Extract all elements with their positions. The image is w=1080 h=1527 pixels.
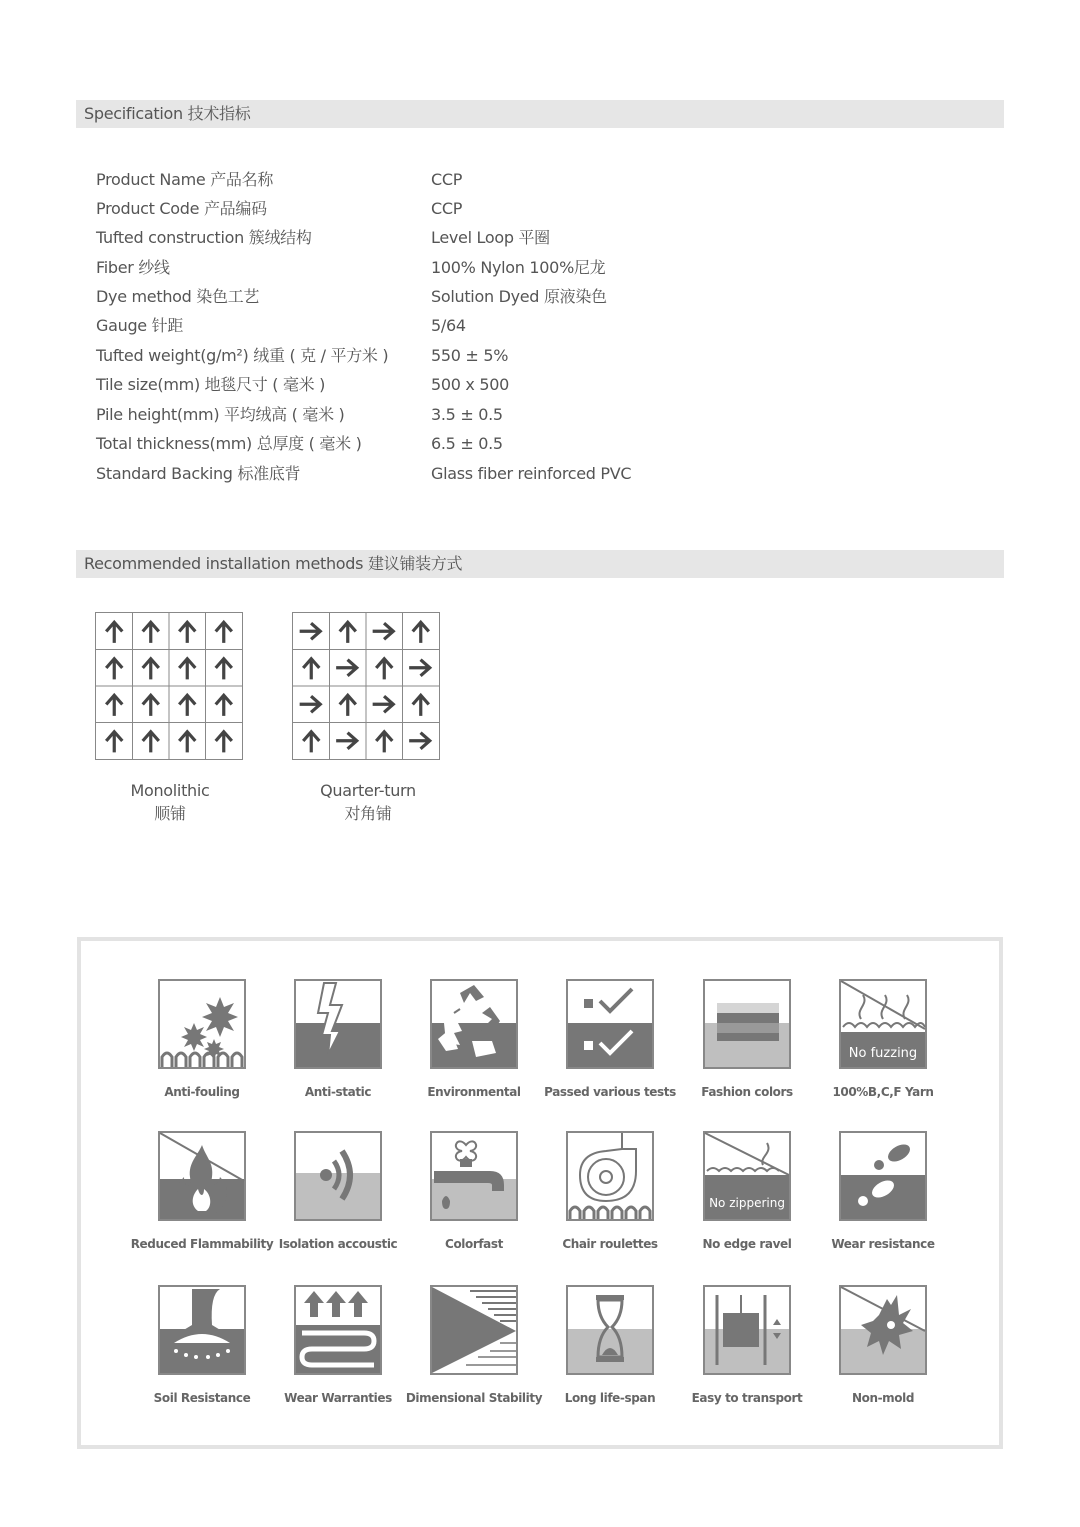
feature-item (399, 1285, 549, 1405)
feature-label: Long life-span (564, 1391, 656, 1405)
feature-label: Wear Warranties (284, 1391, 392, 1405)
arrow-up-icon (180, 732, 194, 751)
arrow-up-icon (414, 695, 428, 714)
feature-label: Soil Resistance (153, 1391, 251, 1405)
recycle-icon (430, 979, 518, 1069)
arrow-up-icon (144, 695, 158, 714)
feature-item (672, 1131, 822, 1251)
spec-value: Glass fiber reinforced PVC (431, 464, 632, 483)
up-arrows-icon (294, 1285, 382, 1375)
spec-row (96, 197, 796, 221)
color-stripes-icon (703, 979, 791, 1069)
spec-row (96, 226, 796, 250)
spec-row (96, 462, 796, 486)
soil-drop-icon (158, 1285, 246, 1375)
feature-label: Anti-static (304, 1085, 372, 1099)
arrow-up-icon (217, 659, 231, 678)
feature-item (535, 979, 685, 1099)
feature-label: Chair roulettes (562, 1237, 658, 1251)
spec-row (96, 314, 796, 338)
spec-value: 100% Nylon 100%尼龙 (431, 258, 606, 277)
feature-label: 100%B,C,F Yarn (832, 1085, 934, 1099)
arrow-up-icon (377, 732, 391, 751)
feature-label: Colorfast (445, 1237, 503, 1251)
install-pattern-grid (95, 612, 243, 760)
arrow-right-icon (338, 734, 357, 748)
install-pattern-grid (292, 612, 440, 760)
spec-label: Tufted weight(g/m²) 绒重 ( 克 / 平方米 ) (96, 346, 389, 365)
hourglass-icon (566, 1285, 654, 1375)
spec-row (96, 256, 796, 280)
arrow-up-icon (180, 659, 194, 678)
install-method-caption (80, 779, 260, 825)
arrow-up-icon (341, 695, 355, 714)
arrow-right-icon (411, 734, 430, 748)
method-name-en: Monolithic (130, 781, 210, 800)
arrow-up-icon (180, 695, 194, 714)
method-name-en: Quarter-turn (320, 781, 416, 800)
spec-row (96, 403, 796, 427)
spec-row (96, 285, 796, 309)
feature-label: Easy to transport (691, 1391, 803, 1405)
feature-item (127, 979, 277, 1099)
footprints-icon (839, 1131, 927, 1221)
feature-item (808, 1131, 958, 1251)
transport-icon (703, 1285, 791, 1375)
feature-label: Environmental (427, 1085, 521, 1099)
arrow-up-icon (304, 732, 318, 751)
feature-item (127, 1131, 277, 1251)
feature-item (263, 1285, 413, 1405)
arrow-right-icon (338, 661, 357, 675)
arrow-up-icon (377, 659, 391, 678)
arrow-up-icon (217, 622, 231, 641)
spec-value: Level Loop 平圈 (431, 228, 550, 247)
spec-label: Gauge 针距 (96, 316, 184, 335)
arrow-up-icon (107, 622, 121, 641)
arrow-right-icon (411, 661, 430, 675)
feature-label: Isolation accoustic (278, 1237, 398, 1251)
spec-row (96, 344, 796, 368)
feature-item (535, 1285, 685, 1405)
spec-label: Pile height(mm) 平均绒高 ( 毫米 ) (96, 405, 345, 424)
arrow-up-icon (217, 732, 231, 751)
spec-label: Total thickness(mm) 总厚度 ( 毫米 ) (96, 434, 362, 453)
specification-heading: Specification 技术指标 (76, 100, 1004, 128)
spec-value: CCP (431, 170, 463, 189)
features-panel (77, 937, 1003, 1449)
method-name-cn: 顺铺 (154, 804, 186, 823)
feature-item (127, 1285, 277, 1405)
lightning-icon (294, 979, 382, 1069)
spec-label: Dye method 染色工艺 (96, 287, 260, 306)
faucet-icon (430, 1131, 518, 1221)
checkmark-icon (566, 979, 654, 1069)
no-zippering-icon (703, 1131, 791, 1221)
spec-row (96, 432, 796, 456)
arrow-right-icon (301, 624, 320, 638)
sun-stars-icon (158, 979, 246, 1069)
spec-value: 5/64 (431, 316, 466, 335)
flame-icon (158, 1131, 246, 1221)
feature-item (808, 979, 958, 1099)
arrow-up-icon (107, 659, 121, 678)
spec-label: Product Code 产品编码 (96, 199, 267, 218)
feature-item (808, 1285, 958, 1405)
svg-text:No fuzzing: No fuzzing (848, 1046, 918, 1061)
feature-label: Fashion colors (701, 1085, 793, 1099)
spec-label: Tile size(mm) 地毯尺寸 ( 毫米 ) (96, 375, 326, 394)
feature-item (399, 979, 549, 1099)
spec-label: Standard Backing 标准底背 (96, 464, 301, 483)
feature-label: Dimensional Stability (405, 1391, 543, 1405)
feature-item (672, 1285, 822, 1405)
spec-label: Product Name 产品名称 (96, 170, 274, 189)
arrow-up-icon (180, 622, 194, 641)
feature-label: Passed various tests (544, 1085, 676, 1099)
arrow-up-icon (341, 622, 355, 641)
method-name-cn: 对角铺 (344, 804, 392, 823)
spec-row (96, 168, 796, 192)
feature-label: Wear resistance (831, 1237, 935, 1251)
arrow-up-icon (107, 732, 121, 751)
feature-label: No edge ravel (702, 1237, 792, 1251)
spec-label: Fiber 纱线 (96, 258, 170, 277)
no-mold-icon (839, 1285, 927, 1375)
arrow-up-icon (144, 732, 158, 751)
spec-value: 3.5 ± 0.5 (431, 405, 503, 424)
chair-wheel-icon (566, 1131, 654, 1221)
arrow-up-icon (107, 695, 121, 714)
no-fuzzing-icon (839, 979, 927, 1069)
spec-value: CCP (431, 199, 463, 218)
feature-item (263, 1131, 413, 1251)
feature-item (535, 1131, 685, 1251)
install-method-caption (278, 779, 458, 825)
feature-label: Reduced Flammability (130, 1237, 274, 1251)
sound-waves-icon (294, 1131, 382, 1221)
spec-value: 500 x 500 (431, 375, 510, 394)
spec-value: Solution Dyed 原液染色 (431, 287, 607, 306)
spec-row (96, 373, 796, 397)
stability-icon (430, 1285, 518, 1375)
arrow-right-icon (301, 697, 320, 711)
spec-value: 550 ± 5% (431, 346, 509, 365)
arrow-up-icon (304, 659, 318, 678)
feature-label: Non-mold (851, 1391, 915, 1405)
svg-text:No zippering: No zippering (709, 1196, 785, 1210)
feature-item (399, 1131, 549, 1251)
arrow-up-icon (144, 622, 158, 641)
arrow-up-icon (217, 695, 231, 714)
arrow-up-icon (414, 622, 428, 641)
arrow-up-icon (144, 659, 158, 678)
spec-value: 6.5 ± 0.5 (431, 434, 503, 453)
arrow-right-icon (374, 624, 393, 638)
installation-heading: Recommended installation methods 建议铺装方式 (76, 550, 1004, 578)
feature-item (263, 979, 413, 1099)
spec-label: Tufted construction 簇绒结构 (96, 228, 312, 247)
feature-label: Anti-fouling (164, 1085, 240, 1099)
arrow-right-icon (374, 697, 393, 711)
feature-item (672, 979, 822, 1099)
